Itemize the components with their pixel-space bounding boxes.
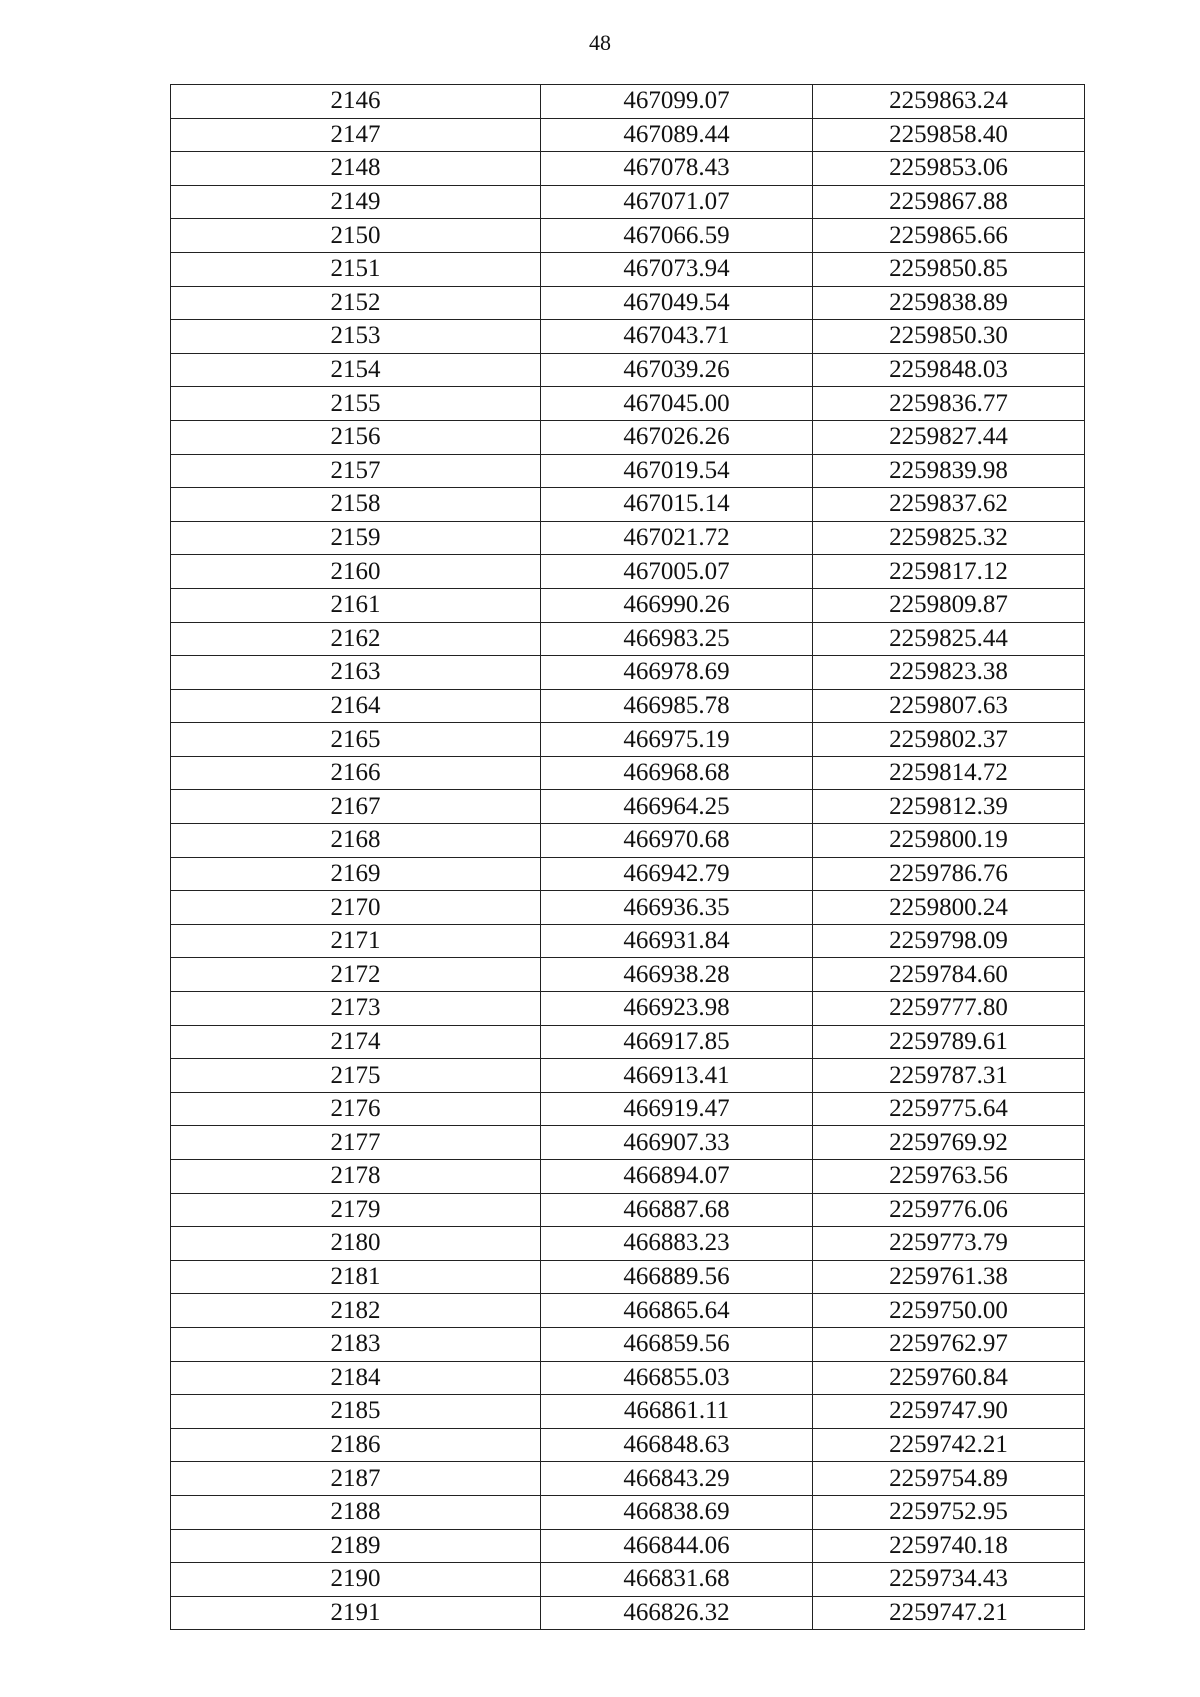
x-coordinate-cell: 467015.14 — [541, 488, 813, 522]
x-coordinate-cell: 466983.25 — [541, 622, 813, 656]
table-row — [171, 1126, 1085, 1160]
x-coordinate-cell: 466861.11 — [541, 1395, 813, 1429]
x-coordinate-cell: 466859.56 — [541, 1327, 813, 1361]
table-row — [171, 252, 1085, 286]
point-number-cell: 2172 — [171, 958, 541, 992]
x-coordinate-cell: 466985.78 — [541, 689, 813, 723]
y-coordinate-cell: 2259836.77 — [813, 387, 1085, 421]
y-coordinate-cell: 2259812.39 — [813, 790, 1085, 824]
table-row — [171, 1260, 1085, 1294]
point-number-cell: 2174 — [171, 1025, 541, 1059]
x-coordinate-cell: 466936.35 — [541, 891, 813, 925]
x-coordinate-cell: 467039.26 — [541, 353, 813, 387]
table-row — [171, 286, 1085, 320]
x-coordinate-cell: 466848.63 — [541, 1428, 813, 1462]
point-number-cell: 2178 — [171, 1160, 541, 1194]
y-coordinate-cell: 2259747.90 — [813, 1395, 1085, 1429]
table-row — [171, 992, 1085, 1026]
point-number-cell: 2154 — [171, 353, 541, 387]
point-number-cell: 2157 — [171, 454, 541, 488]
point-number-cell: 2186 — [171, 1428, 541, 1462]
table-row — [171, 555, 1085, 589]
table-row — [171, 588, 1085, 622]
x-coordinate-cell: 467021.72 — [541, 521, 813, 555]
table-row — [171, 1529, 1085, 1563]
x-coordinate-cell: 466831.68 — [541, 1563, 813, 1597]
x-coordinate-cell: 467066.59 — [541, 219, 813, 253]
table-row — [171, 1092, 1085, 1126]
x-coordinate-cell: 467099.07 — [541, 85, 813, 119]
point-number-cell: 2168 — [171, 824, 541, 858]
y-coordinate-cell: 2259769.92 — [813, 1126, 1085, 1160]
y-coordinate-cell: 2259773.79 — [813, 1227, 1085, 1261]
table-row — [171, 353, 1085, 387]
table-row — [171, 320, 1085, 354]
table-row — [171, 622, 1085, 656]
point-number-cell: 2152 — [171, 286, 541, 320]
point-number-cell: 2161 — [171, 588, 541, 622]
point-number-cell: 2177 — [171, 1126, 541, 1160]
x-coordinate-cell: 466844.06 — [541, 1529, 813, 1563]
y-coordinate-cell: 2259784.60 — [813, 958, 1085, 992]
table-row — [171, 689, 1085, 723]
point-number-cell: 2151 — [171, 252, 541, 286]
y-coordinate-cell: 2259762.97 — [813, 1327, 1085, 1361]
point-number-cell: 2164 — [171, 689, 541, 723]
table-row — [171, 1327, 1085, 1361]
y-coordinate-cell: 2259817.12 — [813, 555, 1085, 589]
x-coordinate-cell: 467089.44 — [541, 118, 813, 152]
point-number-cell: 2187 — [171, 1462, 541, 1496]
point-number-cell: 2191 — [171, 1596, 541, 1630]
x-coordinate-cell: 466894.07 — [541, 1160, 813, 1194]
table-row — [171, 1596, 1085, 1630]
table-row — [171, 1294, 1085, 1328]
point-number-cell: 2147 — [171, 118, 541, 152]
y-coordinate-cell: 2259858.40 — [813, 118, 1085, 152]
point-number-cell: 2175 — [171, 1059, 541, 1093]
point-number-cell: 2188 — [171, 1495, 541, 1529]
x-coordinate-cell: 466931.84 — [541, 924, 813, 958]
y-coordinate-cell: 2259807.63 — [813, 689, 1085, 723]
x-coordinate-cell: 466990.26 — [541, 588, 813, 622]
y-coordinate-cell: 2259839.98 — [813, 454, 1085, 488]
y-coordinate-cell: 2259763.56 — [813, 1160, 1085, 1194]
point-number-cell: 2180 — [171, 1227, 541, 1261]
x-coordinate-cell: 466843.29 — [541, 1462, 813, 1496]
table-row — [171, 790, 1085, 824]
y-coordinate-cell: 2259850.85 — [813, 252, 1085, 286]
table-row — [171, 1428, 1085, 1462]
y-coordinate-cell: 2259800.19 — [813, 824, 1085, 858]
y-coordinate-cell: 2259754.89 — [813, 1462, 1085, 1496]
y-coordinate-cell: 2259809.87 — [813, 588, 1085, 622]
table-row — [171, 857, 1085, 891]
y-coordinate-cell: 2259800.24 — [813, 891, 1085, 925]
y-coordinate-cell: 2259750.00 — [813, 1294, 1085, 1328]
table-row — [171, 1361, 1085, 1395]
table-row — [171, 1563, 1085, 1597]
table-row — [171, 756, 1085, 790]
coordinates-table — [170, 84, 1085, 1630]
y-coordinate-cell: 2259742.21 — [813, 1428, 1085, 1462]
y-coordinate-cell: 2259848.03 — [813, 353, 1085, 387]
x-coordinate-cell: 467019.54 — [541, 454, 813, 488]
x-coordinate-cell: 466887.68 — [541, 1193, 813, 1227]
y-coordinate-cell: 2259850.30 — [813, 320, 1085, 354]
y-coordinate-cell: 2259825.44 — [813, 622, 1085, 656]
x-coordinate-cell: 466855.03 — [541, 1361, 813, 1395]
table-row — [171, 924, 1085, 958]
x-coordinate-cell: 466907.33 — [541, 1126, 813, 1160]
y-coordinate-cell: 2259838.89 — [813, 286, 1085, 320]
y-coordinate-cell: 2259747.21 — [813, 1596, 1085, 1630]
x-coordinate-cell: 466883.23 — [541, 1227, 813, 1261]
table-row — [171, 185, 1085, 219]
table-row — [171, 488, 1085, 522]
table-row — [171, 420, 1085, 454]
y-coordinate-cell: 2259787.31 — [813, 1059, 1085, 1093]
point-number-cell: 2184 — [171, 1361, 541, 1395]
table-row — [171, 387, 1085, 421]
table-row — [171, 85, 1085, 119]
y-coordinate-cell: 2259734.43 — [813, 1563, 1085, 1597]
point-number-cell: 2179 — [171, 1193, 541, 1227]
point-number-cell: 2185 — [171, 1395, 541, 1429]
x-coordinate-cell: 467026.26 — [541, 420, 813, 454]
table-row — [171, 1160, 1085, 1194]
point-number-cell: 2153 — [171, 320, 541, 354]
x-coordinate-cell: 467045.00 — [541, 387, 813, 421]
point-number-cell: 2167 — [171, 790, 541, 824]
point-number-cell: 2155 — [171, 387, 541, 421]
point-number-cell: 2163 — [171, 656, 541, 690]
y-coordinate-cell: 2259786.76 — [813, 857, 1085, 891]
point-number-cell: 2165 — [171, 723, 541, 757]
y-coordinate-cell: 2259775.64 — [813, 1092, 1085, 1126]
y-coordinate-cell: 2259863.24 — [813, 85, 1085, 119]
y-coordinate-cell: 2259865.66 — [813, 219, 1085, 253]
y-coordinate-cell: 2259776.06 — [813, 1193, 1085, 1227]
x-coordinate-cell: 466913.41 — [541, 1059, 813, 1093]
point-number-cell: 2169 — [171, 857, 541, 891]
table-row — [171, 1495, 1085, 1529]
point-number-cell: 2149 — [171, 185, 541, 219]
point-number-cell: 2189 — [171, 1529, 541, 1563]
y-coordinate-cell: 2259823.38 — [813, 656, 1085, 690]
x-coordinate-cell: 466865.64 — [541, 1294, 813, 1328]
y-coordinate-cell: 2259837.62 — [813, 488, 1085, 522]
table-row — [171, 1193, 1085, 1227]
y-coordinate-cell: 2259867.88 — [813, 185, 1085, 219]
x-coordinate-cell: 466964.25 — [541, 790, 813, 824]
point-number-cell: 2181 — [171, 1260, 541, 1294]
table-row — [171, 1395, 1085, 1429]
page-number: 48 — [589, 30, 611, 55]
y-coordinate-cell: 2259853.06 — [813, 152, 1085, 186]
x-coordinate-cell: 466917.85 — [541, 1025, 813, 1059]
x-coordinate-cell: 466826.32 — [541, 1596, 813, 1630]
x-coordinate-cell: 467071.07 — [541, 185, 813, 219]
y-coordinate-cell: 2259825.32 — [813, 521, 1085, 555]
point-number-cell: 2160 — [171, 555, 541, 589]
point-number-cell: 2171 — [171, 924, 541, 958]
table-row — [171, 219, 1085, 253]
x-coordinate-cell: 467073.94 — [541, 252, 813, 286]
y-coordinate-cell: 2259798.09 — [813, 924, 1085, 958]
table-row — [171, 723, 1085, 757]
table-row — [171, 1462, 1085, 1496]
point-number-cell: 2146 — [171, 85, 541, 119]
point-number-cell: 2182 — [171, 1294, 541, 1328]
x-coordinate-cell: 467078.43 — [541, 152, 813, 186]
x-coordinate-cell: 467043.71 — [541, 320, 813, 354]
y-coordinate-cell: 2259814.72 — [813, 756, 1085, 790]
point-number-cell: 2176 — [171, 1092, 541, 1126]
point-number-cell: 2166 — [171, 756, 541, 790]
point-number-cell: 2173 — [171, 992, 541, 1026]
x-coordinate-cell: 466975.19 — [541, 723, 813, 757]
point-number-cell: 2162 — [171, 622, 541, 656]
point-number-cell: 2156 — [171, 420, 541, 454]
point-number-cell: 2148 — [171, 152, 541, 186]
table-row — [171, 824, 1085, 858]
y-coordinate-cell: 2259789.61 — [813, 1025, 1085, 1059]
x-coordinate-cell: 466919.47 — [541, 1092, 813, 1126]
x-coordinate-cell: 466938.28 — [541, 958, 813, 992]
x-coordinate-cell: 466970.68 — [541, 824, 813, 858]
point-number-cell: 2158 — [171, 488, 541, 522]
x-coordinate-cell: 466889.56 — [541, 1260, 813, 1294]
coordinates-table-body — [171, 85, 1085, 1630]
y-coordinate-cell: 2259760.84 — [813, 1361, 1085, 1395]
y-coordinate-cell: 2259761.38 — [813, 1260, 1085, 1294]
point-number-cell: 2183 — [171, 1327, 541, 1361]
table-row — [171, 521, 1085, 555]
y-coordinate-cell: 2259752.95 — [813, 1495, 1085, 1529]
x-coordinate-cell: 466923.98 — [541, 992, 813, 1026]
table-row — [171, 1059, 1085, 1093]
table-row — [171, 656, 1085, 690]
y-coordinate-cell: 2259740.18 — [813, 1529, 1085, 1563]
y-coordinate-cell: 2259802.37 — [813, 723, 1085, 757]
table-row — [171, 118, 1085, 152]
table-row — [171, 958, 1085, 992]
x-coordinate-cell: 467049.54 — [541, 286, 813, 320]
point-number-cell: 2159 — [171, 521, 541, 555]
table-row — [171, 1025, 1085, 1059]
x-coordinate-cell: 466942.79 — [541, 857, 813, 891]
y-coordinate-cell: 2259827.44 — [813, 420, 1085, 454]
y-coordinate-cell: 2259777.80 — [813, 992, 1085, 1026]
x-coordinate-cell: 466968.68 — [541, 756, 813, 790]
point-number-cell: 2170 — [171, 891, 541, 925]
point-number-cell: 2190 — [171, 1563, 541, 1597]
table-row — [171, 454, 1085, 488]
point-number-cell: 2150 — [171, 219, 541, 253]
x-coordinate-cell: 466978.69 — [541, 656, 813, 690]
table-row — [171, 152, 1085, 186]
x-coordinate-cell: 466838.69 — [541, 1495, 813, 1529]
table-row — [171, 1227, 1085, 1261]
x-coordinate-cell: 467005.07 — [541, 555, 813, 589]
table-row — [171, 891, 1085, 925]
